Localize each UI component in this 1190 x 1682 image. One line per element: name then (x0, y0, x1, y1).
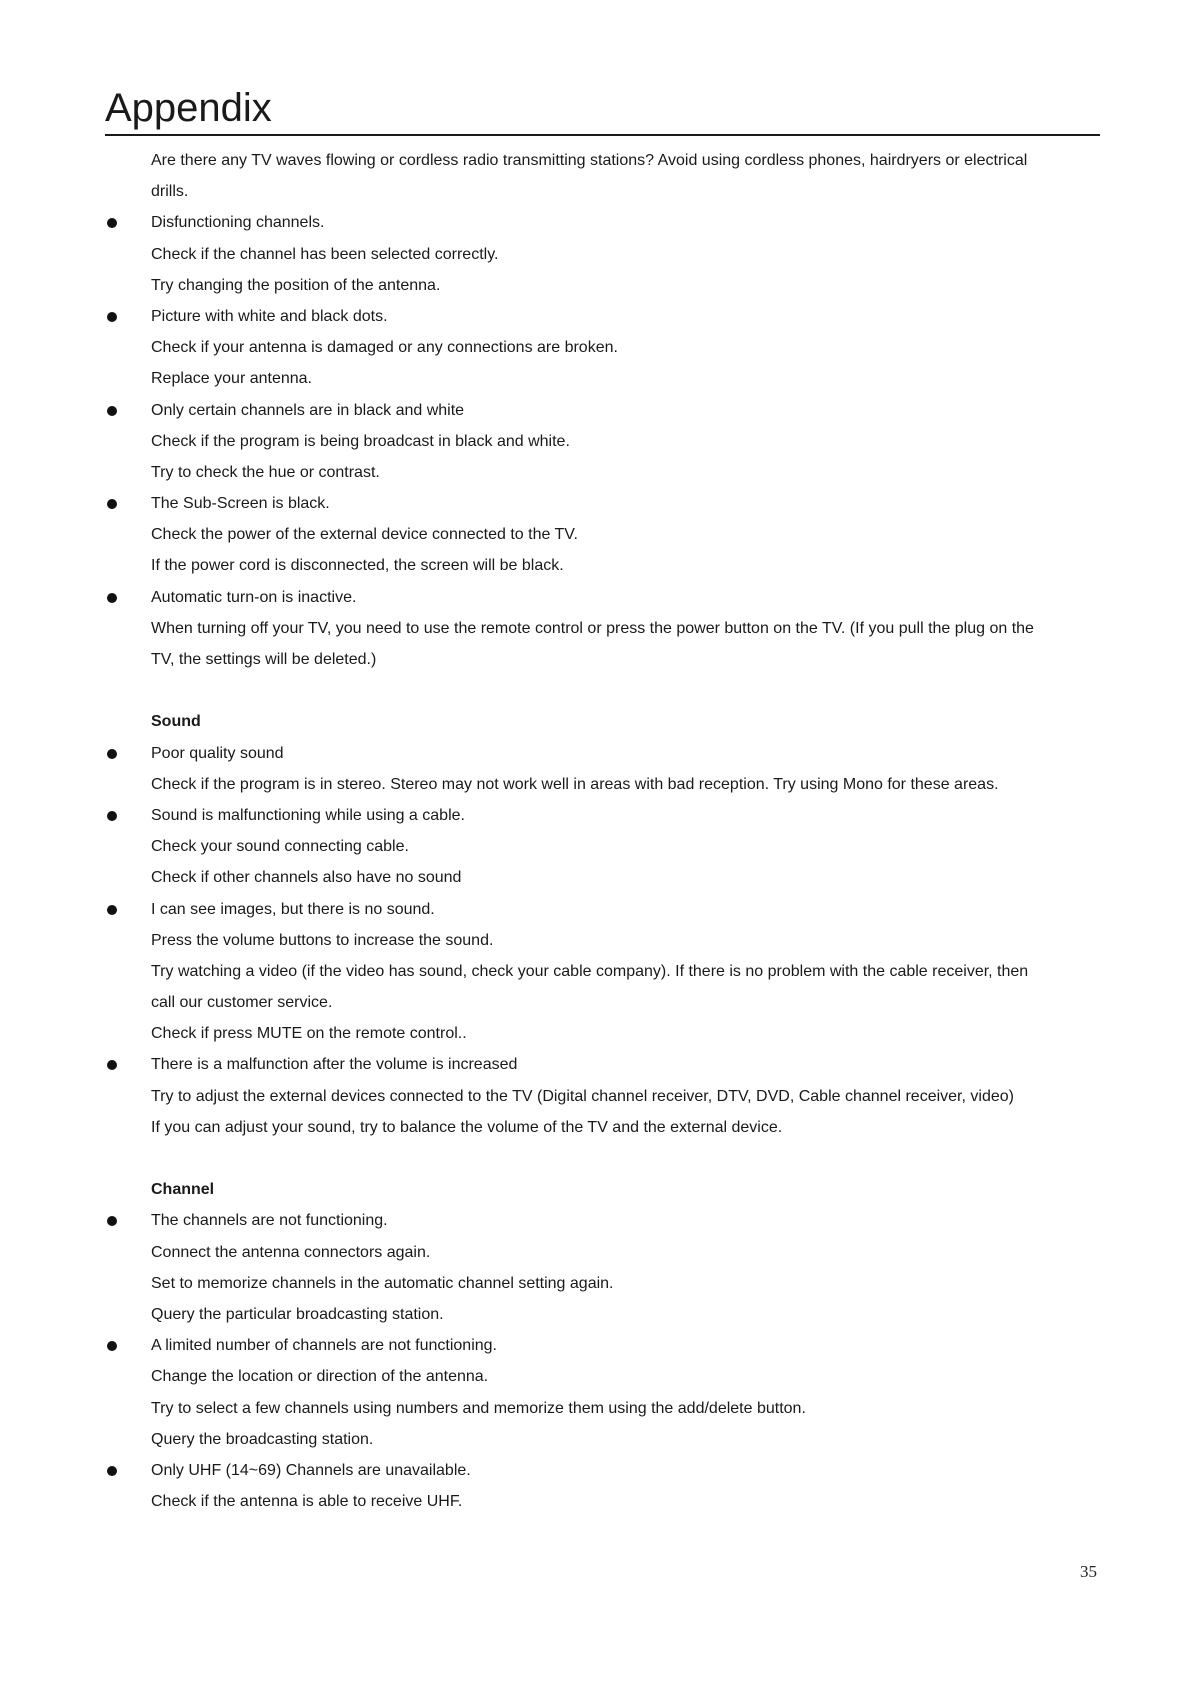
body-line (0, 769, 1190, 800)
page-number: 35 (1080, 1562, 1097, 1581)
body-line (0, 1081, 1190, 1112)
line-text: Try watching a video (if the video has sound, check your cable company). If there is no problem with the cable receiver, then (151, 962, 1029, 980)
bullet-text: The Sub-Screen is black. (151, 495, 330, 513)
body-line (0, 831, 1190, 862)
bullet-item (0, 800, 1190, 831)
bullet-item (0, 894, 1190, 925)
section-spacer (0, 675, 1190, 706)
line-text: Query the particular broadcasting station. (151, 1305, 444, 1323)
bullet-item (0, 738, 1190, 769)
bullet-text: Only UHF (14~69) Channels are unavailable. (151, 1461, 471, 1479)
line-text: Check if press MUTE on the remote control.. (151, 1025, 467, 1043)
bullet-item (0, 488, 1190, 519)
title-divider (105, 134, 1100, 136)
line-text: TV, the settings will be deleted.) (151, 651, 377, 668)
bullet-text: I can see images, but there is no sound. (151, 900, 435, 918)
bullet-text: A limited number of channels are not functioning. (151, 1337, 497, 1355)
body-line (0, 363, 1190, 394)
heading-text: Sound (151, 713, 201, 731)
line-text: Set to memorize channels in the automatic channel setting again. (151, 1274, 614, 1292)
line-text: Try to select a few channels using numbers and memorize them using the add/delete button. (151, 1399, 806, 1417)
heading-text: Channel (151, 1181, 215, 1199)
line-text: If the power cord is disconnected, the screen will be black. (151, 557, 564, 575)
line-text: If you can adjust your sound, try to balance the volume of the TV and the external device. (151, 1118, 783, 1136)
body-line (0, 145, 1190, 176)
body-line (0, 239, 1190, 270)
line-text: Try to adjust the external devices connected to the TV (Digital channel receiver, DTV, DVD, Cable channel receiver, video) (151, 1087, 1014, 1105)
bullet-item (0, 1205, 1190, 1236)
body-line (0, 862, 1190, 893)
bullet-icon (107, 749, 117, 759)
line-text: Check if the program is in stereo. Stereo may not work well in areas with bad reception. Try using Mono for these areas. (151, 775, 999, 793)
body-line (0, 1393, 1190, 1424)
bullet-icon (107, 218, 117, 228)
body-line (0, 457, 1190, 488)
section-heading-channel (0, 1174, 1190, 1205)
troubleshooting-content (0, 145, 1190, 1517)
bullet-item (0, 1455, 1190, 1486)
body-line (0, 550, 1190, 581)
line-text: When turning off your TV, you need to use the remote control or press the power button on the TV. (If you pull the plug on the (151, 619, 1034, 637)
body-line (0, 987, 1190, 1018)
bullet-item (0, 1330, 1190, 1361)
line-text: Try to check the hue or contrast. (151, 463, 380, 481)
body-line (0, 176, 1190, 207)
bullet-item (0, 582, 1190, 613)
body-line (0, 1299, 1190, 1330)
line-text: call our customer service. (151, 994, 333, 1012)
line-text: Try changing the position of the antenna. (151, 276, 441, 294)
body-line (0, 1361, 1190, 1392)
bullet-icon (107, 1466, 117, 1476)
bullet-icon (107, 593, 117, 603)
line-text: Are there any TV waves flowing or cordless radio transmitting stations? Avoid using cordless phones, hairdryers or electrical (151, 152, 1028, 169)
bullet-text: The channels are not functioning. (151, 1212, 388, 1230)
line-text: Change the location or direction of the antenna. (151, 1368, 489, 1386)
bullet-text: Automatic turn-on is inactive. (151, 588, 357, 606)
body-line (0, 613, 1190, 644)
line-text: Check if your antenna is damaged or any connections are broken. (151, 339, 618, 357)
line-text: Replace your antenna. (151, 370, 312, 388)
line-text: Connect the antenna connectors again. (151, 1243, 431, 1261)
line-text: Check the power of the external device connected to the TV. (151, 526, 578, 544)
body-line (0, 270, 1190, 301)
body-line (0, 519, 1190, 550)
line-text: Check if the antenna is able to receive UHF. (151, 1493, 463, 1511)
body-line (0, 925, 1190, 956)
body-line (0, 1018, 1190, 1049)
body-line (0, 1424, 1190, 1455)
bullet-text: Poor quality sound (151, 744, 284, 762)
bullet-text: Sound is malfunctioning while using a cable. (151, 806, 465, 824)
body-line (0, 332, 1190, 363)
body-line (0, 644, 1190, 675)
bullet-icon (107, 811, 117, 821)
bullet-icon (107, 1060, 117, 1070)
body-line (0, 956, 1190, 987)
bullet-item (0, 395, 1190, 426)
body-line (0, 1112, 1190, 1143)
bullet-icon (107, 499, 117, 509)
body-line (0, 426, 1190, 457)
bullet-icon (107, 1341, 117, 1351)
section-spacer (0, 1143, 1190, 1174)
bullet-item (0, 301, 1190, 332)
line-text: Press the volume buttons to increase the sound. (151, 931, 494, 949)
body-line (0, 1486, 1190, 1517)
line-text: Check if the channel has been selected correctly. (151, 245, 499, 263)
bullet-icon (107, 312, 117, 322)
bullet-text: Only certain channels are in black and white (151, 401, 465, 419)
bullet-icon (107, 905, 117, 915)
body-line (0, 1237, 1190, 1268)
body-line (0, 1268, 1190, 1299)
bullet-icon (107, 406, 117, 416)
line-text: Query the broadcasting station. (151, 1430, 374, 1448)
bullet-text: Picture with white and black dots. (151, 307, 388, 325)
page-title: Appendix (105, 86, 272, 130)
bullet-item (0, 207, 1190, 238)
bullet-text: There is a malfunction after the volume is increased (151, 1056, 518, 1074)
section-heading-sound (0, 706, 1190, 737)
line-text: Check if the program is being broadcast in black and white. (151, 432, 570, 450)
bullet-item (0, 1049, 1190, 1080)
bullet-text: Disfunctioning channels. (151, 214, 325, 232)
line-text: Check your sound connecting cable. (151, 838, 409, 856)
line-text: drills. (151, 183, 189, 201)
bullet-icon (107, 1216, 117, 1226)
line-text: Check if other channels also have no sound (151, 869, 462, 887)
